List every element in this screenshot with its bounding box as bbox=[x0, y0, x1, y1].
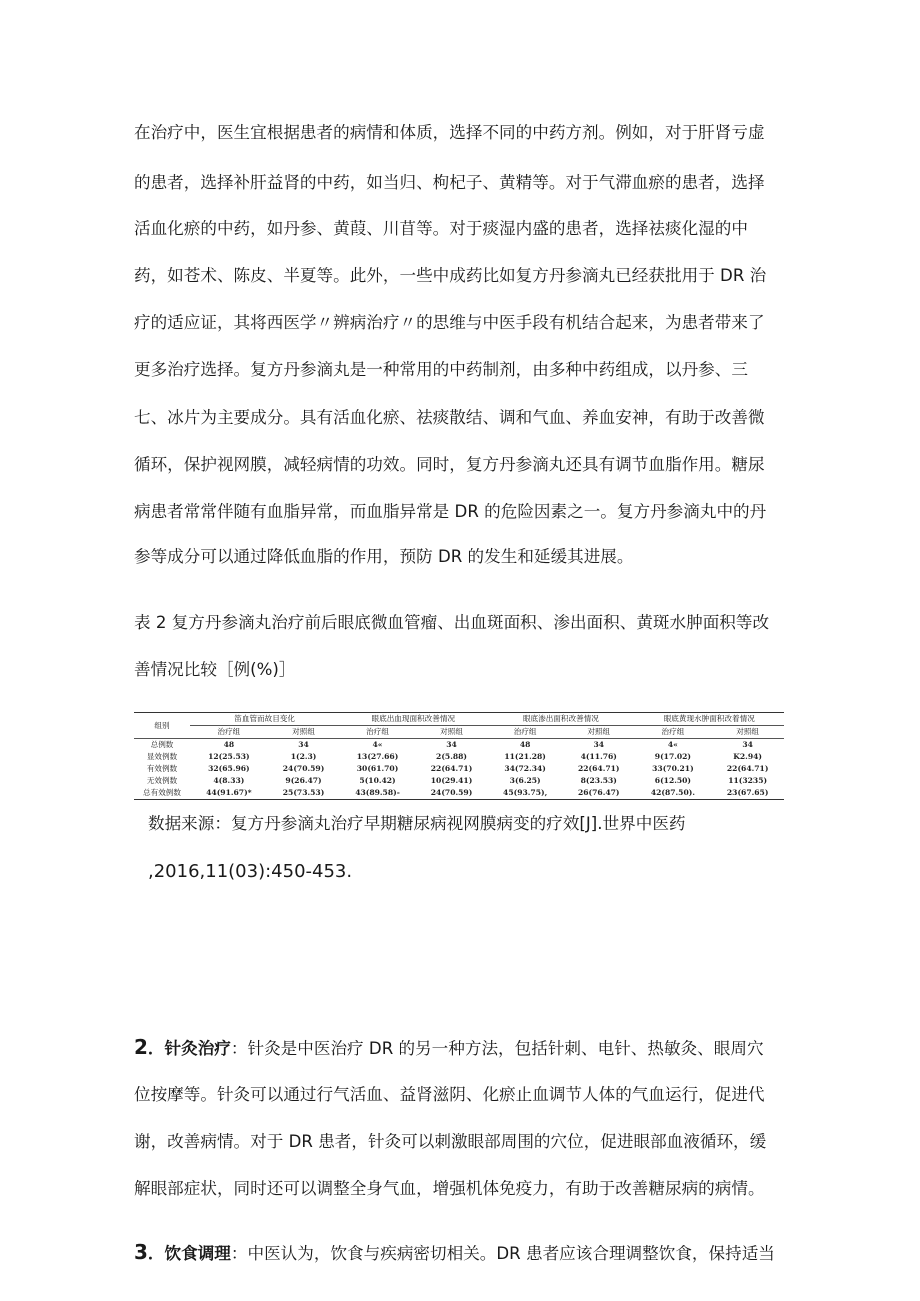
column-subheader: 对照组 bbox=[711, 726, 784, 739]
table-cell: 9(17.02) bbox=[654, 752, 692, 761]
table-row bbox=[134, 775, 784, 787]
column-header-group-label: 组别 bbox=[134, 713, 190, 739]
table-row bbox=[134, 751, 784, 763]
column-group-header: 笛血管而故目变化 bbox=[190, 713, 339, 726]
table-row bbox=[134, 739, 784, 752]
table-cell: 11(21.28) bbox=[504, 752, 546, 761]
table-group-header-row bbox=[134, 713, 784, 726]
column-subheader: 治疗组 bbox=[190, 726, 268, 739]
section-number: 2 bbox=[134, 1035, 148, 1059]
column-subheader: 对照组 bbox=[416, 726, 488, 739]
paragraph-line: 七、冰片为主要成分。具有活血化瘀、祛痰散结、调和气血、养血安神，有助于改善微 bbox=[134, 408, 765, 427]
table-cell: 22(64.71) bbox=[726, 764, 769, 773]
table-cell: K2.94) bbox=[733, 752, 762, 761]
section-first-line bbox=[134, 1035, 794, 1061]
table-cell: 11(3235) bbox=[728, 776, 768, 785]
section-title: ．饮食调理 bbox=[147, 1244, 231, 1263]
table-cell: 34 bbox=[446, 740, 457, 749]
column-subheader: 治疗组 bbox=[339, 726, 415, 739]
paragraph-line: 解眼部症状，同时还可以调整全身气血，增强机体免疫力，有助于改善糖尿病的病情。 bbox=[134, 1179, 765, 1198]
paragraph-line: 更多治疗选择。复方丹参滴丸是一种常用的中药制剂，由多种中药组成，以丹参、三 bbox=[134, 360, 748, 379]
column-group-header: 眼底出血现面积改善情况 bbox=[339, 713, 487, 726]
table-cell: 33(70.21) bbox=[652, 764, 694, 773]
row-label: 总有效例数 bbox=[134, 787, 190, 800]
caption-line: 善情况比较［例(%)］ bbox=[134, 660, 296, 679]
column-group-header: 眼底黄现水肿面积改着情况 bbox=[635, 713, 784, 726]
table-cell: 34 bbox=[742, 740, 753, 749]
section-first-line bbox=[134, 1240, 794, 1266]
table-cell: 26(76.47) bbox=[563, 787, 635, 800]
row-label: 无效例数 bbox=[146, 776, 178, 785]
table-cell: 34 bbox=[593, 740, 605, 749]
section-title: ．针灸治疗 bbox=[147, 1039, 231, 1058]
table-cell: 3(6.25) bbox=[509, 776, 541, 785]
table-cell: 23(67.65) bbox=[711, 787, 784, 800]
table-cell: 30(61.70) bbox=[356, 764, 399, 773]
table-cell: 34 bbox=[298, 740, 309, 749]
paragraph-line: 病患者常常伴随有血脂异常，而血脂异常是 DR 的危险因素之一。复方丹参滴丸中的丹 bbox=[134, 502, 767, 521]
paragraph-line: 活血化瘀的中药，如丹参、黄葭、川苜等。对于痰湿内盛的患者，选择祛痰化湿的中 bbox=[134, 219, 748, 238]
section-text: ：中医认为，饮食与疾病密切相关。DR 患者应该合理调整饮食，保持适当 bbox=[230, 1244, 775, 1263]
table-cell: 25(73.53) bbox=[268, 787, 340, 800]
table-cell: 10(29.41) bbox=[430, 776, 473, 785]
table-cell: 1(2.3) bbox=[290, 752, 317, 761]
paragraph-line: 位按摩等。针灸可以通过行气活血、益肾滋阴、化瘀止血调节人体的气血运行，促进代 bbox=[134, 1085, 765, 1104]
table-cell: 2(5.88) bbox=[436, 752, 468, 761]
row-label: 总例数 bbox=[150, 740, 174, 749]
table-row bbox=[134, 763, 784, 775]
paragraph-line: 循环，保护视网膜，减轻病情的功效。同时，复方丹参滴丸还具有调节血脂作用。糖尿 bbox=[134, 455, 765, 474]
table-cell: 34(72.34) bbox=[504, 764, 546, 773]
column-subheader: 对照组 bbox=[563, 726, 635, 739]
table-row bbox=[134, 787, 784, 800]
column-subheader: 治疗组 bbox=[487, 726, 563, 739]
row-label: 有效例数 bbox=[146, 764, 178, 773]
source-line: 数据来源：复方丹参滴丸治疗早期糖尿病视网膜病变的疗效[J].世界中医药 bbox=[148, 814, 686, 833]
comparison-table bbox=[134, 712, 784, 800]
table-cell: 24(70.59) bbox=[416, 787, 488, 800]
table-cell: 8(23.53) bbox=[580, 776, 617, 785]
table-cell: 44(91.67)* bbox=[190, 787, 268, 800]
column-subheader: 治疗组 bbox=[635, 726, 712, 739]
table-subheader-row bbox=[134, 726, 784, 739]
paragraph-line: 谢，改善病情。对于 DR 患者，针灸可以刺激眼部周围的穴位，促进眼部血液循环，缓 bbox=[134, 1132, 767, 1151]
row-label: 显效例数 bbox=[146, 752, 178, 761]
paragraph-line: 疗的适应证，其将西医学〃辨病治疗〃的思维与中医手段有机结合起来，为患者带来了 bbox=[134, 313, 765, 332]
table-cell: 12(25.53) bbox=[208, 752, 250, 761]
caption-line: 表 2 复方丹参滴丸治疗前后眼底微血管瘤、出血斑面积、渗出面积、黄斑水肿面积等改 bbox=[134, 613, 770, 632]
table-cell: 43(89.58)- bbox=[339, 787, 415, 800]
section-number: 3 bbox=[134, 1240, 148, 1264]
table-cell: 24(70.59) bbox=[282, 764, 325, 773]
section-text: ：针灸是中医治疗 DR 的另一种方法，包括针刺、电针、热敏灸、眼周穴 bbox=[230, 1039, 764, 1058]
paragraph-line: 药，如苍术、陈皮、半夏等。此外，一些中成药比如复方丹参滴丸已经获批用于 DR 治 bbox=[134, 266, 767, 285]
table-cell: 32(65.96) bbox=[208, 764, 250, 773]
source-line: ,2016,11(03):450-453. bbox=[148, 861, 353, 882]
table-cell: 13(27.66) bbox=[356, 752, 399, 761]
column-group-header: 眼底渗出面积改善情况 bbox=[487, 713, 634, 726]
table-cell: 48 bbox=[519, 740, 531, 749]
table-cell: 9(26.47) bbox=[285, 776, 322, 785]
table-cell: 48 bbox=[223, 740, 235, 749]
table-cell: 4(8.33) bbox=[213, 776, 245, 785]
table-cell: 6(12.50) bbox=[654, 776, 692, 785]
table-cell: 45(93.75), bbox=[487, 787, 563, 800]
table-cell: 4« bbox=[372, 740, 383, 749]
table-cell: 42(87.50). bbox=[635, 787, 712, 800]
table-cell: 22(64.71) bbox=[430, 764, 473, 773]
paragraph-line: 在治疗中，医生宜根据患者的病情和体质，选择不同的中药方剂。例如，对于肝肾亏虚 bbox=[134, 123, 765, 142]
table-cell: 4(11.76) bbox=[580, 752, 617, 761]
paragraph-line: 参等成分可以通过降低血脂的作用，预防 DR 的发生和延缓其进展。 bbox=[134, 547, 634, 566]
column-subheader: 对照组 bbox=[268, 726, 340, 739]
table-cell: 5(10.42) bbox=[359, 776, 396, 785]
table-cell: 22(64.71) bbox=[577, 764, 620, 773]
paragraph-line: 的患者，选择补肝益肾的中药，如当归、枸杞子、黄精等。对于气滞血瘀的患者，选择 bbox=[134, 173, 765, 192]
table-cell: 4« bbox=[667, 740, 678, 749]
